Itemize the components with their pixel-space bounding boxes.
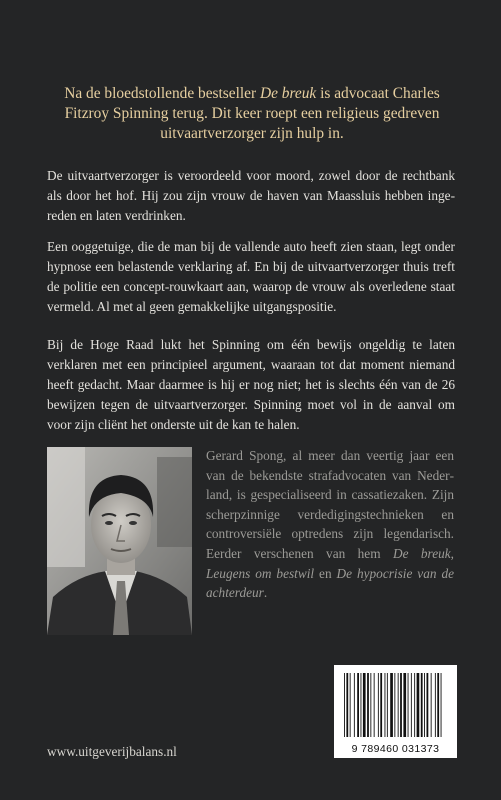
isbn-barcode <box>334 665 457 758</box>
intro-blurb <box>52 84 452 144</box>
publisher-website: www.uitgeverijbalans.nl <box>47 744 177 759</box>
author-bio-text: Gerard Spong, al meer dan veertig jaar een van de bekendste strafadvocaten van Nederland, is gespecialiseerd in cassatiezaken. Zijn scherpzinnige verdedigingstechnieken en controversiële optredens zijn legendarisch. Eerder verschenen van hem <box>206 448 454 561</box>
synopsis-paragraph-2: Een ooggetuige, die de man bij de vallende auto heeft zien staan, legt onder hypnose een belastende verklaring af. En bij de uitvaartverzorger thuis treft de politie een concept-rouwkaart aan, waarop de vrouw als overledene staat vermeld. Al met al geen gemakkelijke uitgangspositie. <box>47 239 455 314</box>
author-bio-end: . <box>263 585 268 601</box>
barcode-bars-graphic <box>334 665 457 743</box>
author-photo <box>47 447 192 635</box>
isbn-number: 9 789460 031373 <box>351 743 440 755</box>
intro-book-title: De breuk <box>259 85 317 102</box>
intro-part1: Na de bloedstollende bestseller <box>64 85 260 102</box>
author-portrait-illustration <box>47 447 192 635</box>
synopsis-paragraph-3: Bij de Hoge Raad lukt het Spinning om één bewijs ongeldig te laten verklaren met een principieel argument, waaraan tot dat moment niemand heeft gedacht. Maar daarmee is hij er nog niet; het is slechts één van de 26 bewijzen tegen de uitvaartverzorger. Spinning moet vol in de aanval om voor zijn cliënt het onderste uit de kan te halen. <box>47 337 455 432</box>
author-bio-sep-1: , <box>450 545 454 561</box>
author-bio-sep-2: en <box>314 565 337 581</box>
author-bio <box>206 446 454 603</box>
synopsis-paragraph-1: De uitvaartverzorger is veroordeeld voor moord, zowel door de rechtbank als door het hof. Hij zou zijn vrouw de haven van Maassluis hebben ingereden en laten verdrinken. <box>47 168 455 223</box>
author-book-3: De hypocrisie van de achterdeur <box>206 565 454 601</box>
author-book-1: De breuk <box>392 545 451 561</box>
author-book-2: Leugens om bestwil <box>206 565 315 581</box>
intro-part2: is advocaat Charles Fitzroy Spinning terug. Dit keer roept een religieus gedreven uitvaartverzorger zijn hulp in. <box>64 85 440 142</box>
